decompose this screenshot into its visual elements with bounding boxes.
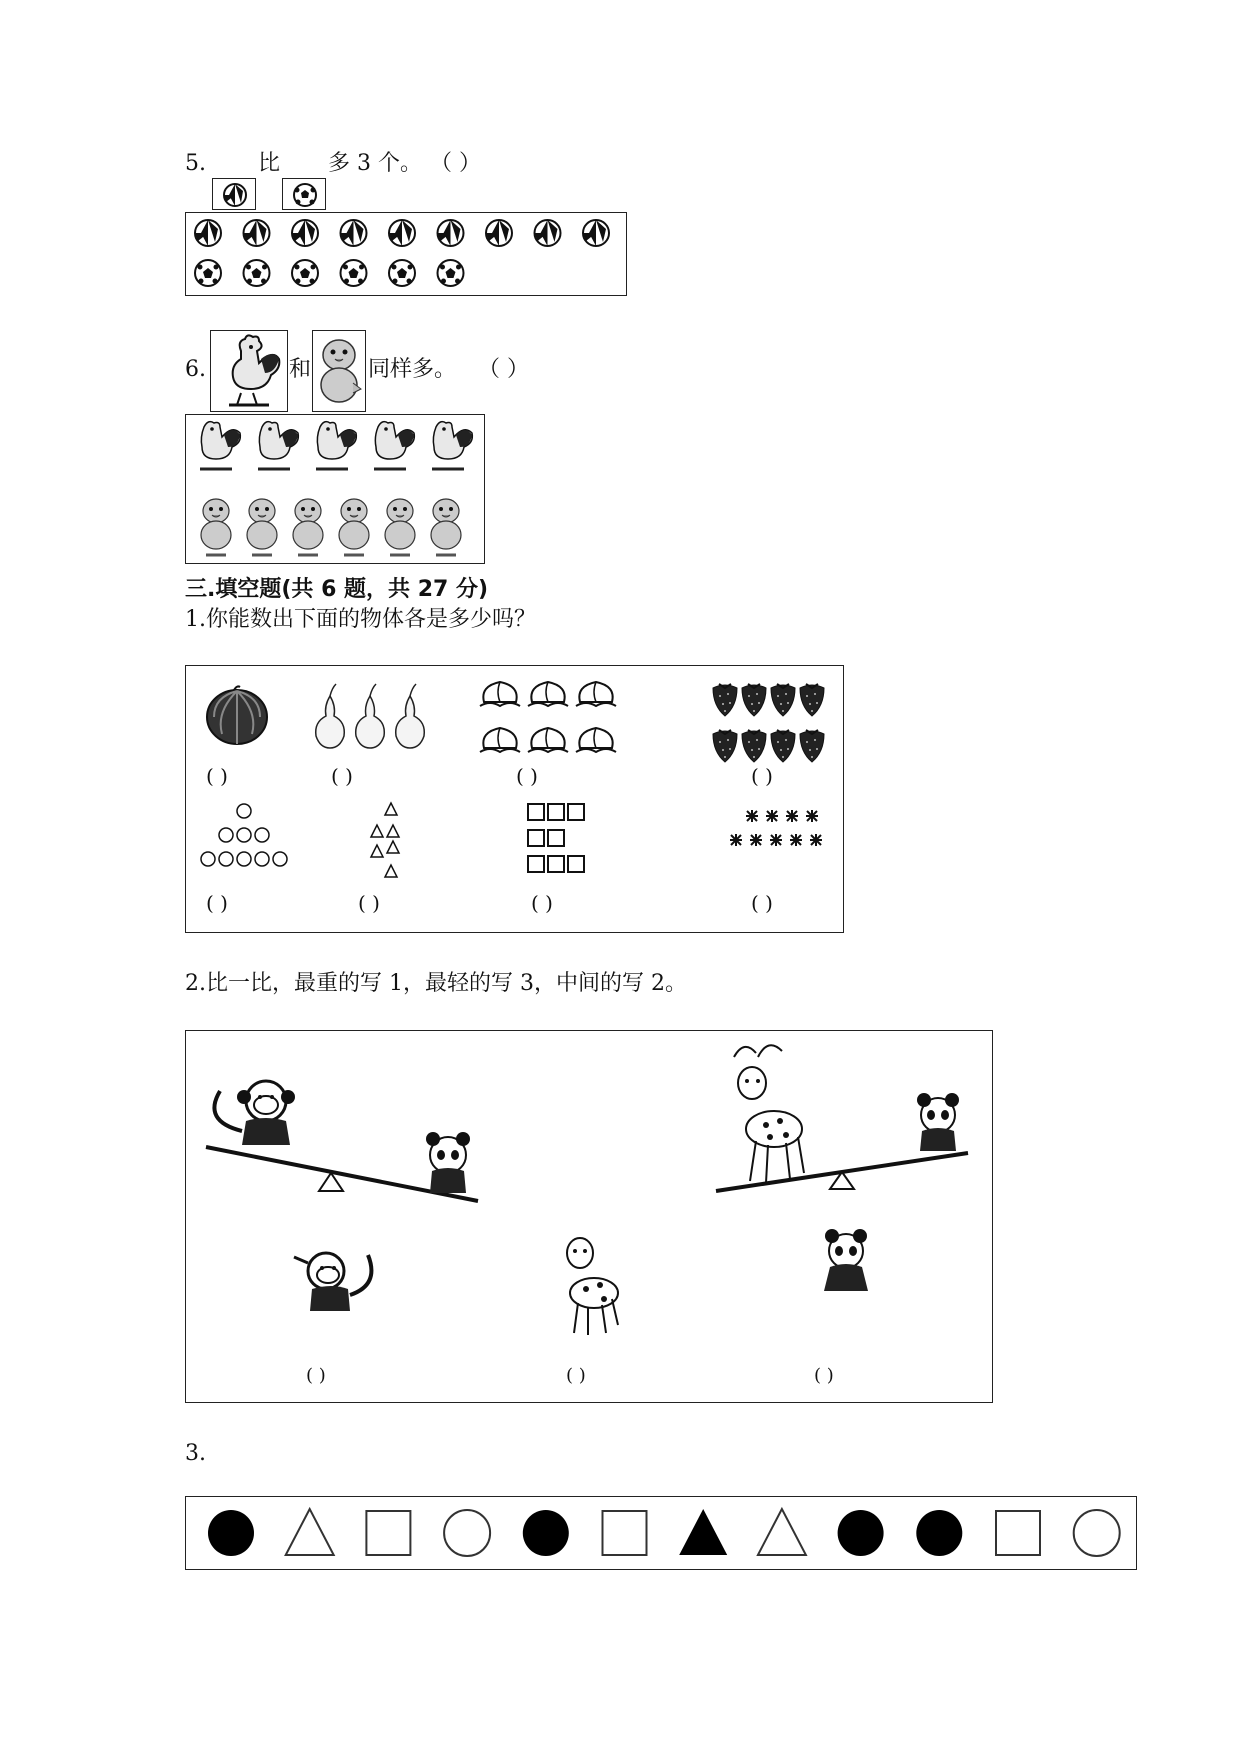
soccer-ball-icon <box>244 260 270 286</box>
peach-icon <box>528 728 568 752</box>
beach-ball-icon <box>195 220 221 246</box>
chick-icon <box>201 499 231 555</box>
q5-tail: 多 3 个。 <box>328 151 422 176</box>
q1-prompt: 1.你能数出下面的物体各是多少吗？ <box>185 607 536 632</box>
peach-icon <box>576 728 616 752</box>
circles-group <box>194 801 294 881</box>
circle-icon <box>201 852 215 866</box>
square-icon <box>528 856 544 872</box>
snowflake-icon <box>810 834 822 846</box>
circle-icon <box>237 852 251 866</box>
square-icon <box>528 804 544 820</box>
seesaw-scenes <box>186 1031 992 1402</box>
q5-ball-rows <box>186 213 626 295</box>
peaches-group <box>476 674 626 764</box>
snowflake-icon <box>746 810 758 822</box>
pear-icon <box>396 684 425 748</box>
soccer-ball-icon <box>438 260 464 286</box>
soccer-ball-icon <box>341 260 367 286</box>
right-seesaw <box>716 1045 968 1191</box>
monkey-icon <box>214 1081 295 1145</box>
strawberry-icon <box>742 730 766 762</box>
q6-and-word: 和 <box>289 357 312 382</box>
filled-circle-shape <box>916 1510 962 1556</box>
square-shape <box>603 1511 647 1555</box>
panda-icon <box>917 1093 959 1151</box>
circle-icon <box>255 828 269 842</box>
square-icon <box>528 830 544 846</box>
q1-answer-square[interactable]: ( ) <box>531 891 553 915</box>
chick-icon <box>313 331 365 411</box>
triangles-group <box>361 801 411 886</box>
peach-icon <box>528 682 568 706</box>
q1-answer-triangle[interactable]: ( ) <box>358 891 380 915</box>
triangle-icon <box>385 803 397 815</box>
beach-ball-icon <box>583 220 609 246</box>
chick-icon <box>431 499 461 555</box>
triangle-icon <box>387 825 399 837</box>
q5-compare-word: 比 <box>258 151 281 176</box>
strawberry-icon <box>742 684 766 716</box>
rooster-icon <box>316 422 356 469</box>
filled-triangle-shape <box>679 1509 727 1555</box>
square-shape <box>366 1511 410 1555</box>
filled-circle-shape <box>208 1510 254 1556</box>
chick-icon <box>293 499 323 555</box>
strawberry-icon <box>713 684 737 716</box>
q2-answer-deer[interactable]: ( ) <box>566 1365 586 1386</box>
beach-ball-icon <box>213 179 257 211</box>
pear-icon <box>316 684 345 748</box>
q1-answer-circle[interactable]: ( ) <box>206 891 228 915</box>
triangle-icon <box>371 825 383 837</box>
q6-tail: 同样多。 <box>368 357 457 382</box>
beach-ball-icon <box>244 220 270 246</box>
square-icon <box>548 830 564 846</box>
rooster-icon <box>432 422 472 469</box>
square-icon <box>568 804 584 820</box>
triangle-shape <box>758 1509 806 1555</box>
soccer-ball-icon <box>389 260 415 286</box>
watermelon-icon <box>204 684 270 746</box>
squares-group <box>526 802 596 877</box>
snowflakes-group <box>726 806 826 856</box>
beach-ball-icon <box>438 220 464 246</box>
soccer-ball-icon <box>195 260 221 286</box>
triangle-icon <box>385 865 397 877</box>
beach-ball-icon <box>341 220 367 246</box>
snowflake-icon <box>770 834 782 846</box>
square-icon <box>568 856 584 872</box>
snowflake-icon <box>730 834 742 846</box>
square-shape <box>996 1511 1040 1555</box>
q1-answer-strawberry[interactable]: ( ) <box>751 764 773 788</box>
circle-icon <box>237 828 251 842</box>
beach-ball-icon <box>486 220 512 246</box>
chick-icon <box>339 499 369 555</box>
snowflake-icon <box>766 810 778 822</box>
strawberry-icon <box>771 684 795 716</box>
strawberry-icon <box>800 684 824 716</box>
beach-ball-icon <box>292 220 318 246</box>
q6-animal-rows <box>186 415 484 563</box>
strawberry-icon <box>800 730 824 762</box>
q2-answer-monkey[interactable]: ( ) <box>306 1365 326 1386</box>
snowflake-icon <box>806 810 818 822</box>
soccer-ball-label-box <box>282 178 326 210</box>
soccer-ball-icon <box>283 179 327 211</box>
left-seesaw <box>206 1081 478 1201</box>
q1-answer-peach[interactable]: ( ) <box>516 764 538 788</box>
q6-animal-box <box>185 414 485 564</box>
deer-icon <box>734 1045 804 1183</box>
strawberry-icon <box>771 730 795 762</box>
chick-label-box <box>312 330 366 412</box>
q2-prompt: 2.比一比，最重的写 1，最轻的写 3，中间的写 2。 <box>185 971 687 996</box>
snowflake-icon <box>750 834 762 846</box>
square-icon <box>548 804 564 820</box>
circle-icon <box>273 852 287 866</box>
triangle-icon <box>387 841 399 853</box>
soccer-ball-icon <box>292 260 318 286</box>
snowflake-icon <box>786 810 798 822</box>
strawberries-group <box>711 674 831 758</box>
section-heading: 三.填空题(共 6 题，共 27 分) <box>185 577 489 602</box>
triangle-icon <box>371 845 383 857</box>
q2-answer-panda[interactable]: ( ) <box>814 1365 834 1386</box>
beach-ball-label-box <box>212 178 256 210</box>
strawberry-icon <box>713 730 737 762</box>
panda-icon <box>426 1132 470 1193</box>
rooster-icon <box>200 422 240 469</box>
peach-icon <box>480 682 520 706</box>
beach-ball-icon <box>535 220 561 246</box>
q5-ball-box <box>185 212 627 296</box>
q3-number: 3. <box>185 1441 206 1466</box>
circle-shape <box>1074 1510 1120 1556</box>
q5-answer-paren[interactable]: （ ） <box>430 151 481 176</box>
peach-icon <box>480 728 520 752</box>
circle-icon <box>237 804 251 818</box>
q5-number: 5. <box>185 151 206 176</box>
pear-icon <box>356 684 385 748</box>
peach-icon <box>576 682 616 706</box>
q1-answer-pear[interactable]: ( ) <box>331 764 353 788</box>
circle-icon <box>219 828 233 842</box>
q1-answer-snowflake[interactable]: ( ) <box>751 891 773 915</box>
chick-icon <box>385 499 415 555</box>
rooster-icon <box>374 422 414 469</box>
snowflake-icon <box>790 834 802 846</box>
panda-icon <box>824 1229 868 1291</box>
q6-answer-paren[interactable]: （ ） <box>478 357 529 382</box>
monkey-icon <box>294 1253 371 1311</box>
chick-icon <box>247 499 277 555</box>
rooster-icon <box>258 422 298 469</box>
q6-number: 6. <box>185 357 206 382</box>
q1-count-box <box>185 665 844 933</box>
beach-ball-icon <box>389 220 415 246</box>
q2-balance-box <box>185 1030 993 1403</box>
triangle-shape <box>286 1509 334 1555</box>
q1-answer-watermelon[interactable]: ( ) <box>206 764 228 788</box>
rooster-label-box <box>210 330 288 412</box>
deer-icon <box>567 1238 618 1335</box>
circle-icon <box>219 852 233 866</box>
filled-circle-shape <box>523 1510 569 1556</box>
square-icon <box>548 856 564 872</box>
circle-icon <box>255 852 269 866</box>
shape-sequence <box>186 1497 1136 1569</box>
rooster-icon <box>211 331 287 411</box>
filled-circle-shape <box>838 1510 884 1556</box>
circle-shape <box>444 1510 490 1556</box>
q3-shapes-box <box>185 1496 1137 1570</box>
pears-group <box>314 678 429 748</box>
